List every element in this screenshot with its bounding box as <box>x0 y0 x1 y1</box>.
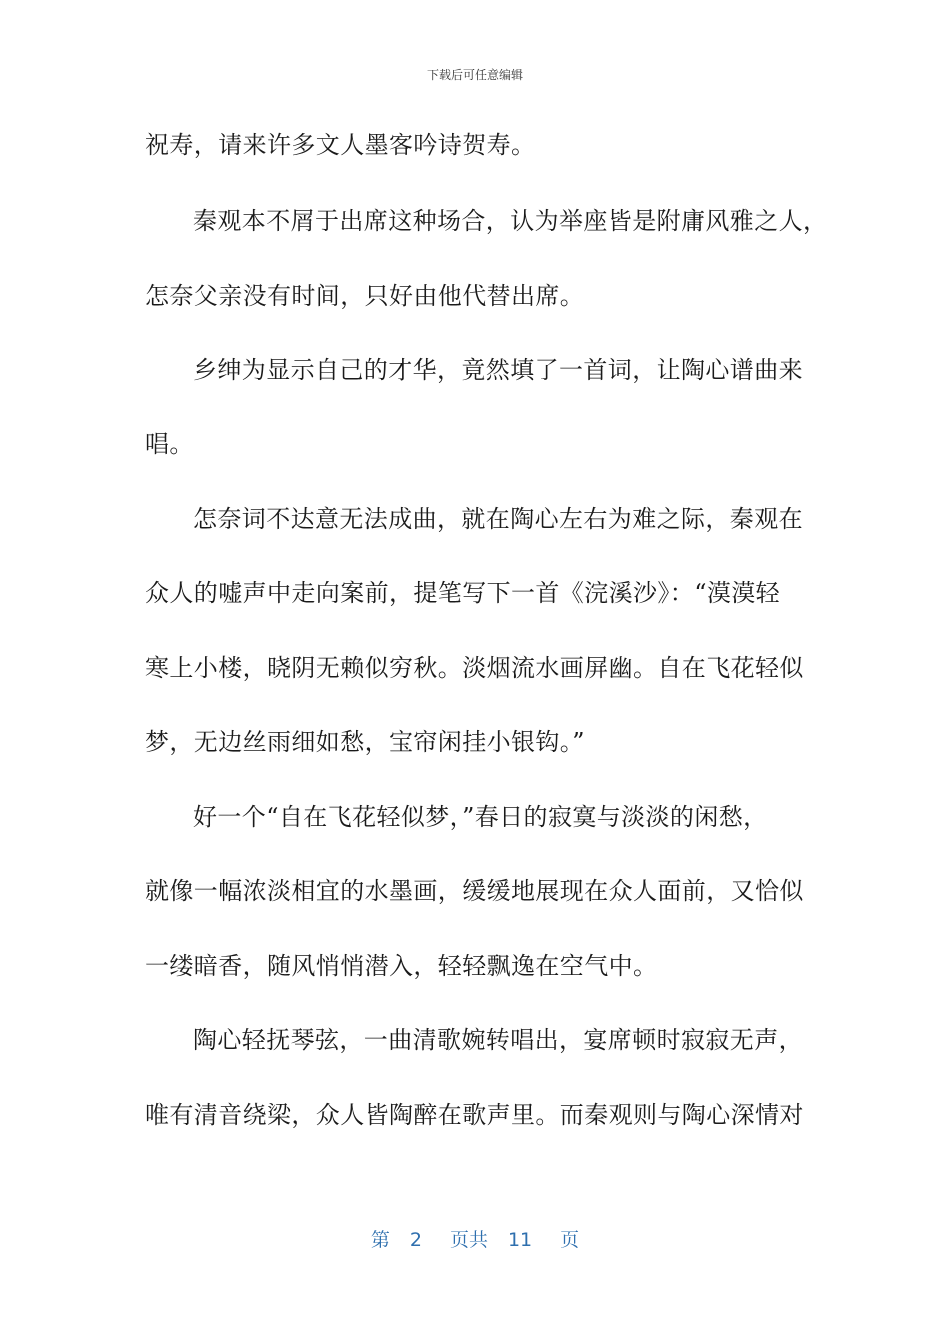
body-line: 众人的嘘声中走向案前，提笔写下一首《浣溪沙》：“漠漠轻 <box>145 579 781 607</box>
footer-suffix: 页 <box>560 1229 580 1251</box>
body-line: 唱。 <box>145 430 194 458</box>
body-line: 唯有清音绕梁，众人皆陶醉在歌声里。而秦观则与陶心深情对 <box>145 1101 804 1129</box>
footer-page-number: 2 <box>409 1229 422 1251</box>
footer-total-pages: 11 <box>507 1229 533 1251</box>
footer-middle: 页共 <box>449 1229 488 1251</box>
body-line: 乡绅为显示自己的才华，竟然填了一首词，让陶心谱曲来 <box>193 356 803 384</box>
footer-prefix: 第 <box>370 1229 390 1251</box>
page-header: 下载后可任意编辑 <box>426 68 523 82</box>
body-line: 梦，无边丝雨细如愁，宝帘闲挂小银钩。” <box>145 728 585 756</box>
body-line: 怎奈词不达意无法成曲，就在陶心左右为难之际，秦观在 <box>193 505 803 533</box>
body-line: 祝寿，请来许多文人墨客吟诗贺寿。 <box>145 131 536 159</box>
body-line: 寒上小楼，晓阴无赖似穷秋。淡烟流水画屏幽。自在飞花轻似 <box>145 654 804 682</box>
body-line: 陶心轻抚琴弦，一曲清歌婉转唱出，宴席顿时寂寂无声， <box>193 1026 803 1054</box>
page-footer <box>0 1225 950 1252</box>
body-line: 秦观本不屑于出席这种场合，认为举座皆是附庸风雅之人， <box>193 207 828 235</box>
body-line: 怎奈父亲没有时间，只好由他代替出席。 <box>145 282 585 310</box>
body-line: 好一个“自在飞花轻似梦，”春日的寂寞与淡淡的闲愁， <box>193 803 768 831</box>
body-line: 就像一幅浓淡相宜的水墨画，缓缓地展现在众人面前，又恰似 <box>145 877 804 905</box>
body-line: 一缕暗香，随风悄悄潜入，轻轻飘逸在空气中。 <box>145 952 658 980</box>
